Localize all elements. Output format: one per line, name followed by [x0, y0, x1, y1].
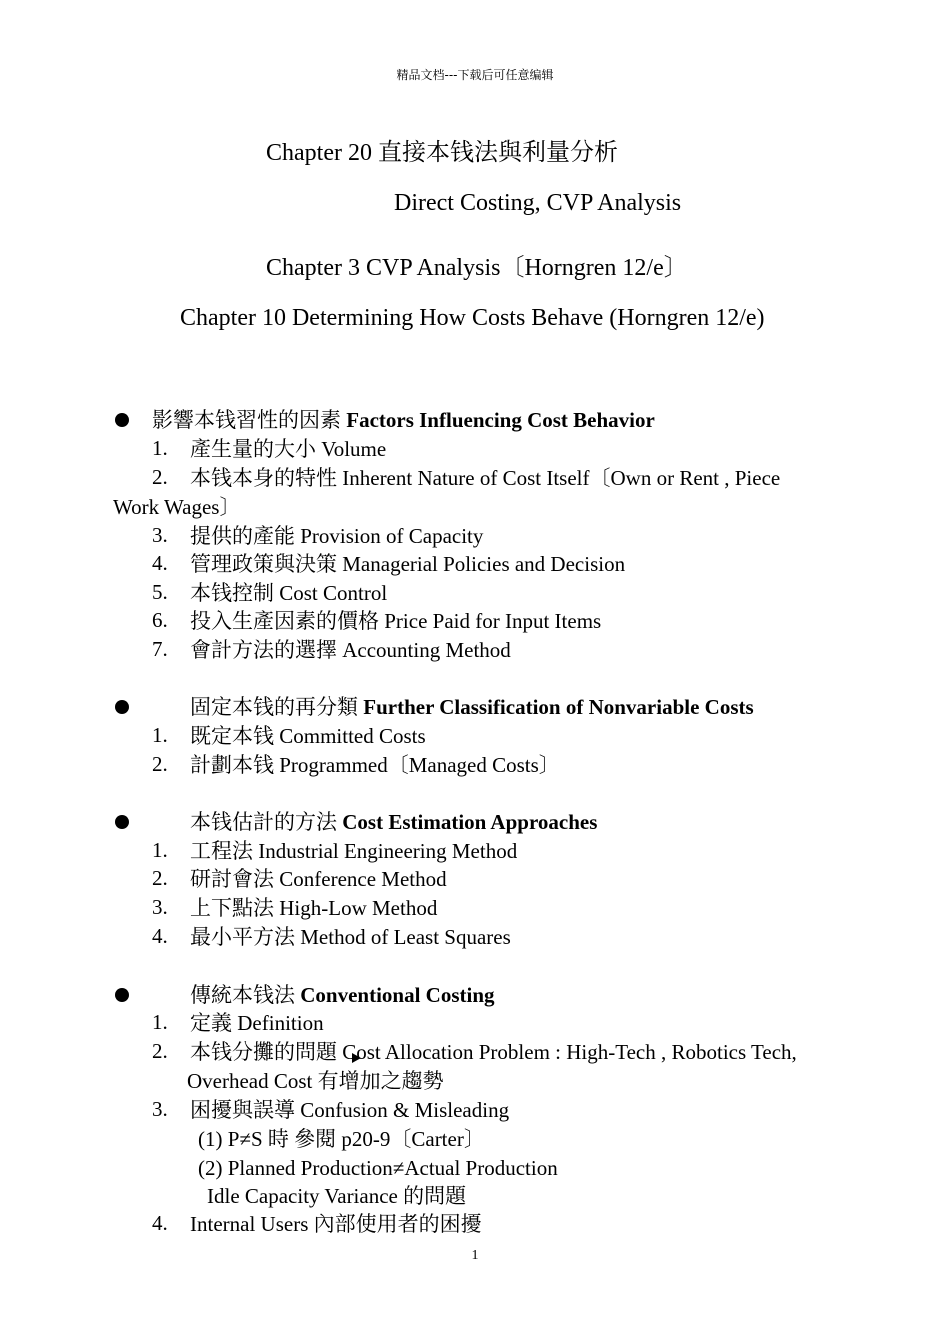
item-zh: 會計方法的選擇: [190, 638, 343, 662]
item-zh: 產生量的大小: [190, 437, 322, 461]
list-item: [190, 1009, 324, 1037]
item-zh: 困擾與誤導: [190, 1098, 301, 1122]
title-chapter-10: Chapter 10 Determining How Costs Behave (Horngren 12/e): [180, 305, 765, 331]
section-heading-en: Further Classification of Nonvariable Costs: [363, 695, 754, 719]
item-en: Method of Least Squares: [300, 925, 511, 949]
mouse-cursor-icon: [352, 1053, 361, 1063]
title-direct-costing: Direct Costing, CVP Analysis: [394, 190, 682, 216]
item-en: Provision of Capacity: [300, 524, 484, 548]
item-zh: 管理政策與決策: [190, 552, 343, 576]
item-en: Cost Control: [279, 581, 388, 605]
item-zh: 既定本钱: [190, 724, 280, 748]
item-number: 1.: [152, 838, 168, 862]
item-zh: 計劃本钱: [190, 753, 280, 777]
section-heading: [190, 981, 495, 1009]
item-number: 5.: [152, 580, 168, 604]
item-en: Confusion & Misleading: [300, 1098, 510, 1122]
item-en: Programmed〔Managed Costs〕: [279, 753, 560, 777]
section-heading: [190, 808, 597, 836]
list-item-continuation: Overhead Cost 有增加之趨勢: [187, 1069, 444, 1093]
section-heading: [152, 406, 655, 434]
item-number: 2.: [152, 465, 168, 489]
list-item: [190, 522, 483, 550]
page-number: 1: [471, 1248, 479, 1263]
item-number: 4.: [152, 551, 168, 575]
item-zh: 投入生產因素的價格: [190, 609, 385, 633]
item-en: Cost Allocation Problem : High-Tech , Robotics Tech,: [342, 1040, 797, 1064]
list-item: [190, 435, 386, 463]
section-heading: [190, 693, 754, 721]
item-en: Accounting Method: [342, 638, 511, 662]
item-number: 2.: [152, 1039, 168, 1063]
item-zh: 本钱分攤的問題: [190, 1040, 343, 1064]
item-en: High-Low Method: [279, 896, 438, 920]
section-heading-zh: 傳統本钱法: [190, 983, 301, 1007]
bullet-icon: [115, 988, 129, 1002]
list-item-continuation: Work Wages〕: [113, 495, 241, 519]
list-item: [190, 579, 387, 607]
item-zh: 研討會法: [190, 867, 280, 891]
list-item: [190, 894, 437, 922]
item-zh: 定義: [190, 1011, 238, 1035]
title-chapter-3: Chapter 3 CVP Analysis〔Horngren 12/e〕: [266, 255, 688, 281]
item-number: 2.: [152, 752, 168, 776]
section-heading-zh: 影響本钱習性的因素: [152, 408, 347, 432]
list-item: [190, 923, 511, 951]
item-zh: 本钱控制: [190, 581, 280, 605]
item-zh: 本钱本身的特性: [190, 466, 343, 490]
item-en: Industrial Engineering Method: [258, 839, 518, 863]
sub-item: (2) Planned Production≠Actual Production: [198, 1156, 558, 1180]
list-item: [190, 464, 780, 492]
item-number: 3.: [152, 1097, 168, 1121]
item-number: 7.: [152, 637, 168, 661]
item-en: Definition: [237, 1011, 324, 1035]
list-item: [190, 607, 601, 635]
item-number: 1.: [152, 1010, 168, 1034]
list-item: [190, 1038, 797, 1066]
section-heading-en: Factors Influencing Cost Behavior: [346, 408, 655, 432]
item-zh: 最小平方法: [190, 925, 301, 949]
item-en: Price Paid for Input Items: [384, 609, 602, 633]
section-heading-zh: 固定本钱的再分類: [190, 695, 364, 719]
item-en: Conference Method: [279, 867, 447, 891]
list-item: [190, 865, 447, 893]
list-item: [190, 636, 511, 664]
item-number: 4.: [152, 1211, 168, 1235]
list-item: [190, 1096, 509, 1124]
list-item: [190, 837, 517, 865]
section-heading-zh: 本钱估計的方法: [190, 810, 343, 834]
bullet-icon: [115, 815, 129, 829]
item-number: 4.: [152, 924, 168, 948]
item-number: 3.: [152, 895, 168, 919]
item-number: 1.: [152, 436, 168, 460]
item-en: Committed Costs: [279, 724, 426, 748]
page-header: 精品文档---下载后可任意编辑: [396, 68, 554, 82]
sub-item: Idle Capacity Variance 的問題: [207, 1184, 467, 1208]
item-zh: 上下點法: [190, 896, 280, 920]
item-zh: 工程法: [190, 839, 259, 863]
bullet-icon: [115, 413, 129, 427]
list-item: Internal Users 內部使用者的困擾: [190, 1212, 482, 1236]
bullet-icon: [115, 700, 129, 714]
item-number: 2.: [152, 866, 168, 890]
list-item: [190, 550, 625, 578]
section-heading-en: Cost Estimation Approaches: [342, 810, 598, 834]
list-item: [190, 722, 426, 750]
item-en: Managerial Policies and Decision: [342, 552, 626, 576]
sub-item: (1) P≠S 時 參閱 p20-9〔Carter〕: [198, 1127, 485, 1151]
item-number: 1.: [152, 723, 168, 747]
item-en: Inherent Nature of Cost Itself〔Own or Rent , Piece: [342, 466, 781, 490]
list-item: [190, 751, 560, 779]
item-number: 6.: [152, 608, 168, 632]
item-en: Volume: [321, 437, 387, 461]
title-chapter-20: Chapter 20 直接本钱法與利量分析: [266, 140, 618, 166]
item-zh: 提供的產能: [190, 524, 301, 548]
section-heading-en: Conventional Costing: [300, 983, 495, 1007]
item-number: 3.: [152, 523, 168, 547]
